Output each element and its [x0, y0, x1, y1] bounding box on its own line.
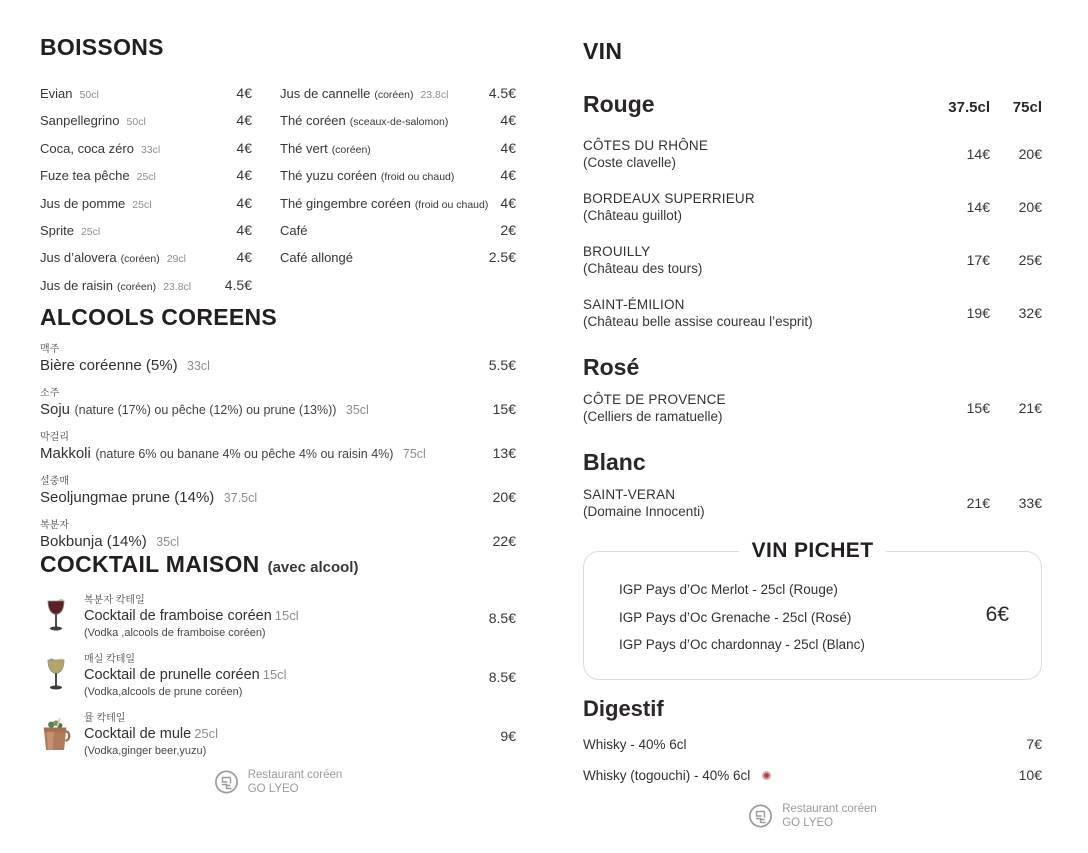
cocktail-subtitle: (avec alcool) [267, 559, 359, 577]
pichet-item: IGP Pays d’Oc Grenache - 25cl (Rosé) [619, 609, 852, 625]
wine-names [583, 190, 938, 224]
drink-size: 25cl [132, 198, 152, 211]
drink-price: 4€ [500, 167, 516, 184]
drink-note: (froid ou chaud) [414, 198, 489, 211]
footer-line2: GO LYEO [247, 783, 299, 796]
wine-name: SAINT-VERAN [583, 487, 676, 502]
drink-size: 25cl [80, 225, 101, 238]
digestif-price: 7€ [1026, 736, 1042, 752]
cocktail-price: 9€ [500, 728, 516, 745]
drink-price: 4.5€ [224, 276, 252, 293]
cocktail-ingredients: (Vodka ,alcools de framboise coréen) [84, 627, 266, 640]
drink-name: Thé coréen [280, 113, 346, 129]
alcool-korean-label: 설중매 [40, 476, 69, 488]
cocktail-body [84, 712, 218, 758]
drink-price: 4€ [500, 194, 516, 211]
cocktail-item [40, 594, 516, 640]
alcool-item [40, 431, 516, 463]
wine-price-small: 19€ [966, 305, 990, 321]
cocktail-name: Cocktail de prunelle coréen [84, 667, 260, 684]
wine-name: BROUILLY [583, 244, 651, 259]
vin-pichet-items [619, 576, 1041, 659]
drink-item [280, 112, 516, 139]
drink-size: 50cl [126, 116, 146, 129]
wine-price-small: 17€ [966, 252, 990, 268]
digestif-name: Whisky (togouchi) - 40% 6cl [583, 767, 751, 783]
alcool-korean-label: 맥주 [40, 344, 60, 356]
cocktail-icon-wrap [40, 653, 72, 699]
wine-item [583, 486, 1042, 520]
cocktail-korean-label: 복분자 칵테일 [84, 595, 145, 607]
alcool-price: 15€ [492, 401, 516, 418]
wine-names [583, 296, 938, 330]
alcool-line [40, 400, 516, 420]
pichet-item: IGP Pays d’Oc chardonnay - 25cl (Blanc) [619, 637, 865, 652]
vin-pichet-title: VIN PICHET [739, 539, 887, 563]
drink-name: Coca, coca zéro [40, 140, 134, 156]
alcool-line [40, 356, 516, 376]
alcool-size: 75cl [402, 447, 426, 462]
section-title-cocktail-maison [40, 551, 516, 581]
wine-price-small: 14€ [966, 146, 990, 162]
drink-item [280, 249, 516, 276]
wine-price-large: 25€ [1018, 252, 1042, 268]
drink-price: 4€ [236, 139, 252, 156]
left-column [40, 34, 516, 796]
framboise-cocktail-icon [43, 598, 69, 636]
cocktail-name: Cocktail de framboise coréen [84, 608, 272, 625]
cocktail-size: 15cl [274, 608, 299, 624]
cocktail-ingredients: (Vodka,ginger beer,yuzu) [84, 745, 207, 758]
wine-price-large: 21€ [1018, 400, 1042, 416]
alcool-item [40, 387, 516, 419]
digestif-price: 10€ [1018, 767, 1042, 783]
wine-name: CÔTES DU RHÔNE [583, 138, 709, 153]
cocktail-korean-label: 매실 칵테일 [84, 654, 136, 666]
section-title-vin: VIN [583, 38, 623, 64]
digestif-name: Whisky - 40% 6cl [583, 736, 687, 752]
drink-note: (coréen) [374, 89, 414, 101]
drink-size: 29cl [166, 253, 186, 266]
drink-size: 23.8cl [420, 89, 449, 101]
size-header-large: 75cl [1012, 99, 1042, 116]
drink-item [40, 140, 252, 167]
cocktail-korean-label: 뮬 칵테일 [84, 713, 126, 725]
footer-text [782, 802, 877, 830]
wine-names [583, 391, 938, 425]
drink-price: 4€ [236, 85, 252, 101]
drink-item [40, 85, 252, 112]
wine-producer: (Château belle assise coureau l’esprit) [583, 314, 813, 329]
drink-note: (coréen) [331, 143, 371, 156]
drink-note: (coréen) [120, 253, 160, 266]
footer-line1: Restaurant coréen [247, 769, 343, 782]
drink-name: Café [280, 222, 308, 238]
red-dot-icon [762, 771, 771, 780]
drink-price: 4€ [236, 112, 252, 129]
wine-producer: (Château guillot) [583, 208, 683, 223]
cocktail-body [84, 594, 299, 640]
wine-item [583, 296, 1042, 330]
alcool-item [40, 519, 516, 551]
cocktail-ingredients: (Vodka,alcools de prune coréen) [84, 686, 243, 699]
drink-note: (sceaux-de-salomon) [349, 116, 449, 129]
drink-name: Jus de raisin [40, 277, 113, 293]
drink-item [280, 85, 516, 112]
drink-item [280, 195, 516, 222]
drink-item [40, 112, 252, 139]
alcool-item [40, 343, 516, 375]
boissons-grid [40, 85, 516, 304]
cocktails-list [40, 594, 516, 758]
wine-item [583, 243, 1042, 277]
alcool-name: Seoljungmae prune (14%) [40, 489, 215, 507]
pichet-item: IGP Pays d’Oc Merlot - 25cl (Rouge) [619, 582, 838, 597]
wine-header-row [583, 91, 1042, 118]
drink-name: Thé yuzu coréen [280, 168, 377, 184]
wine-price-large: 20€ [1018, 146, 1042, 162]
wine-category-blanc: Blanc [583, 449, 646, 475]
wine-producer: (Celliers de ramatuelle) [583, 409, 723, 424]
drink-price: 4.5€ [488, 85, 516, 101]
wine-price-small: 21€ [966, 495, 990, 511]
drink-price: 4€ [500, 139, 516, 156]
cocktail-name-line [84, 666, 287, 684]
boissons-column-2 [280, 85, 516, 304]
vin-pichet-box [583, 539, 1042, 680]
drink-price: 4€ [500, 112, 516, 129]
drink-name: Thé gingembre coréen [280, 195, 411, 211]
alcool-price: 22€ [492, 533, 516, 550]
wine-names [583, 137, 938, 171]
cocktail-icon-wrap [40, 712, 72, 758]
drink-item [40, 167, 252, 194]
wine-producer: (Coste clavelle) [583, 155, 677, 170]
section-title-alcools-coreens: ALCOOLS COREENS [40, 304, 278, 331]
digestif-item [583, 767, 1042, 784]
cocktail-title: COCKTAIL MAISON [40, 551, 260, 578]
alcool-size: 33cl [187, 359, 210, 374]
alcool-size: 37.5cl [223, 491, 258, 506]
alcool-line [40, 444, 516, 464]
wine-names [583, 486, 938, 520]
cocktail-body [84, 653, 287, 699]
right-column [583, 38, 1042, 830]
wine-price-small: 15€ [966, 400, 990, 416]
section-title-boissons: BOISSONS [40, 34, 164, 60]
wine-price-small: 14€ [966, 199, 990, 215]
drink-name: Thé vert [280, 140, 328, 156]
alcool-korean-label: 소주 [40, 388, 60, 400]
drink-name: Jus de cannelle [280, 86, 371, 101]
wine-item [583, 137, 1042, 171]
size-header-small: 37.5cl [948, 99, 990, 116]
alcool-price: 5.5€ [488, 357, 516, 374]
drink-name: Jus d’alovera [40, 250, 117, 266]
drink-item [40, 222, 252, 249]
cocktail-name-line [84, 725, 218, 743]
cocktail-name-line [84, 607, 299, 625]
drink-name: Fuze tea pêche [40, 168, 130, 184]
drink-item [40, 249, 252, 276]
alcool-size: 35cl [345, 403, 369, 418]
wine-item [583, 391, 1042, 425]
drink-price: 4€ [236, 194, 252, 211]
alcool-price: 20€ [492, 489, 516, 506]
footer-line2: GO LYEO [782, 816, 834, 829]
drink-name: Jus de pomme [40, 195, 126, 211]
restaurant-seal-logo-icon [748, 803, 773, 829]
footer-right [583, 802, 1042, 830]
alcool-korean-label: 막걸리 [40, 432, 69, 444]
footer-left [40, 768, 516, 796]
wine-price-large: 20€ [1018, 199, 1042, 215]
wine-category-rouge: Rouge [583, 91, 655, 117]
drink-note: (froid ou chaud) [380, 171, 455, 184]
alcool-size: 35cl [156, 535, 180, 550]
wine-category-rose: Rosé [583, 354, 640, 380]
drink-name: Sprite [40, 222, 74, 238]
alcool-name: Makkoli [40, 445, 91, 463]
cocktail-item [40, 712, 516, 758]
drink-name: Sanpellegrino [40, 113, 120, 129]
alcool-korean-label: 복분자 [40, 520, 69, 532]
wine-producer: (Domaine Innocenti) [583, 504, 705, 519]
prunelle-cocktail-icon [43, 657, 69, 695]
wine-price-large: 32€ [1018, 305, 1042, 321]
alcool-price: 13€ [492, 445, 516, 462]
wine-name: SAINT-ÉMILION [583, 297, 685, 312]
cocktail-item [40, 653, 516, 699]
drink-note: (coréen) [116, 280, 157, 293]
drink-item [40, 195, 252, 222]
footer-line1: Restaurant coréen [782, 802, 877, 815]
alcool-line [40, 532, 516, 552]
cocktail-size: 15cl [262, 667, 287, 683]
alcool-name: Bière coréenne (5%) [40, 357, 178, 375]
alcool-name: Soju [40, 401, 71, 419]
cocktail-name: Cocktail de mule [84, 726, 192, 743]
drink-price: 4€ [236, 167, 252, 184]
drink-size: 50cl [79, 89, 99, 101]
drink-name: Evian [40, 86, 73, 101]
boissons-column-1 [40, 85, 252, 304]
alcool-item [40, 475, 516, 507]
drink-item [280, 222, 516, 249]
drink-item [40, 277, 252, 304]
section-title-digestif: Digestif [583, 695, 664, 721]
drink-name: Café allongé [280, 250, 353, 266]
drink-price: 4€ [236, 221, 252, 238]
footer-text [248, 768, 343, 796]
mule-cocktail-icon [40, 716, 72, 754]
alcool-details: (nature 6% ou banane 4% ou pêche 4% ou raisin 4%) [95, 447, 394, 462]
digestif-item [583, 736, 1042, 753]
alcool-details: (nature (17%) ou pêche (12%) ou prune (13%)) [74, 403, 337, 418]
alcool-name: Bokbunja (14%) [40, 533, 147, 551]
wine-price-large: 33€ [1018, 495, 1042, 511]
drink-price: 2€ [500, 221, 516, 238]
wine-name: CÔTE DE PROVENCE [583, 392, 726, 407]
wine-name: BORDEAUX SUPERRIEUR [583, 191, 755, 206]
drink-size: 33cl [140, 143, 161, 156]
alcool-line [40, 488, 516, 508]
drink-size: 25cl [136, 171, 156, 184]
cocktail-price: 8.5€ [488, 669, 516, 686]
cocktail-size: 25cl [194, 726, 219, 742]
drink-size: 23.8cl [163, 280, 192, 293]
pichet-price: 6€ [985, 603, 1009, 627]
wine-item [583, 190, 1042, 224]
wine-names [583, 243, 938, 277]
wine-producer: (Château des tours) [583, 261, 703, 276]
drink-item [280, 140, 516, 167]
alcools-list [40, 343, 516, 551]
drink-item [280, 167, 516, 194]
drink-price: 2.5€ [488, 249, 516, 266]
cocktail-icon-wrap [40, 594, 72, 640]
cocktail-price: 8.5€ [488, 610, 516, 627]
restaurant-seal-logo-icon [214, 769, 239, 795]
drink-price: 4€ [236, 249, 252, 266]
